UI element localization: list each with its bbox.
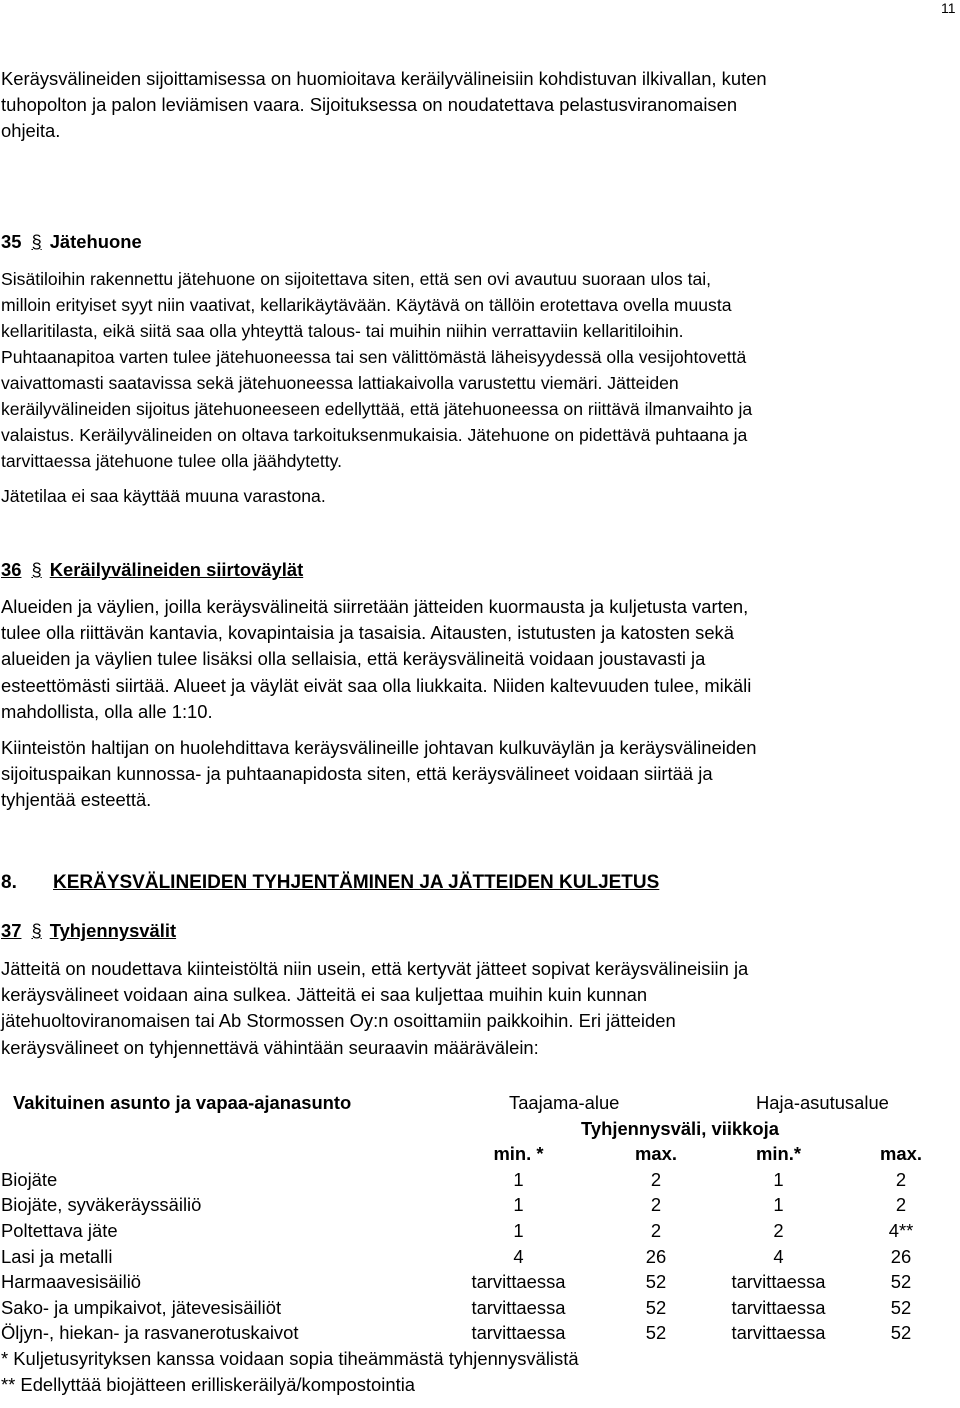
table-cell: tarvittaessa [731, 1271, 826, 1293]
table-cell: 2 [650, 1219, 662, 1241]
table-cell: tarvittaessa [471, 1296, 566, 1318]
table-cell: 2 [895, 1168, 907, 1190]
table-cell: 4** [888, 1219, 914, 1241]
table-cell: 2 [895, 1194, 907, 1216]
text-line: Puhtaanapitoa varten tulee jätehuoneessa tai sen välittömästä läheisyydessä olla vesijohtovettä [1, 347, 747, 367]
table-row [1, 1297, 959, 1323]
text-line: tyhjentää esteettä. [1, 789, 152, 811]
row-label: Lasi ja metalli [1, 1245, 113, 1267]
table-cell: 52 [890, 1296, 912, 1318]
table-cell: 52 [890, 1322, 912, 1344]
text-line: valaistus. Keräilyvälineiden on oltava tarkoituksenmukaisia. Jätehuone on pidettävä puhtaana ja [1, 425, 748, 445]
group-header-rural: Haja-asutusalue [756, 1092, 889, 1113]
text-line: alueiden ja väylien tulee lisäksi olla sellaisia, että keräysvälineitä voidaan joustavasti ja [1, 648, 706, 670]
table-row [1, 1271, 959, 1297]
column-header: min.* [756, 1143, 801, 1165]
section-sign: § [31, 231, 42, 252]
table-row [1, 1169, 959, 1195]
section-36-heading [1, 557, 303, 583]
text-line: Keräysvälineiden sijoittamisessa on huomioitava keräilyvälineisiin kohdistuvan ilkivallan, kuten [1, 68, 767, 89]
text-line: kellaritilasta, eikä siitä saa olla yhteyttä talous- tai muihin niihin verrattaviin kellaritiloihin. [1, 321, 684, 341]
emptying-interval-table [1, 1092, 959, 1399]
section-35-heading [1, 229, 142, 255]
text-line: esteettömästi siirtää. Alueet ja väylät eivät saa olla liukkaita. Niiden kaltevuuden tulee, mikäli [1, 674, 752, 696]
table-cell: 1 [513, 1168, 524, 1190]
column-header: max. [635, 1143, 677, 1165]
section-number: 35 [1, 231, 22, 252]
section-37-body [1, 956, 959, 1061]
text-line: milloin erityiset syyt niin vaativat, kellarikäytävään. Käytävä on tällöin erotettava ovella muusta [1, 295, 732, 315]
table-row [1, 1194, 959, 1220]
table-cell: 52 [645, 1271, 667, 1293]
page-number: 11 [941, 0, 956, 16]
section-title: Tyhjennysvälit [49, 920, 177, 941]
section-title: Jätehuone [49, 231, 142, 252]
section-sign: § [31, 920, 42, 941]
group-header-urban: Taajama-alue [509, 1092, 620, 1113]
text-line: tarvittaessa jätehuone tulee olla jäähdytetty. [1, 451, 343, 471]
table-cell: 52 [890, 1271, 912, 1293]
row-label: Biojäte, syväkeräyssäiliö [1, 1194, 202, 1216]
table-cell: tarvittaessa [471, 1271, 566, 1293]
text-line: Alueiden ja väylien, joilla keräysvälineitä siirretään jätteiden kuormausta ja kuljetusta varten, [1, 596, 749, 617]
text-line: vaivattomasti saatavissa sekä jätehuoneessa lattiakaivolla varustettu viemäri. Jätteiden [1, 373, 679, 393]
row-label: Harmaavesisäiliö [1, 1271, 142, 1293]
text-line: Sisätiloihin rakennettu jätehuone on sijoitettava siten, että sen ovi avautuu suoraan ulos tai, [1, 269, 712, 289]
table-cell: 52 [645, 1322, 667, 1344]
row-header-label: Vakituinen asunto ja vapaa-ajanasunto [13, 1092, 352, 1113]
table-header-row [1, 1092, 959, 1118]
table-row [1, 1246, 959, 1272]
table-row [1, 1322, 959, 1348]
chapter-title: KERÄYSVÄLINEIDEN TYHJENTÄMINEN JA JÄTTEIDEN KULJETUS [53, 872, 660, 893]
table-column-header-row [1, 1143, 959, 1169]
section-36-paragraph-1 [1, 594, 959, 725]
section-35-note: Jätetilaa ei saa käyttää muuna varastona. [1, 486, 326, 506]
span-header: Tyhjennysväli, viikkoja [581, 1117, 779, 1139]
text-line: sijoituspaikan kunnossa- ja puhtaanapidosta siten, että keräysvälineet voidaan siirtää ja [1, 763, 713, 785]
section-number: 37 [1, 920, 22, 941]
text-line: mahdollista, olla alle 1:10. [1, 700, 213, 722]
section-title: Keräilyvälineiden siirtoväylät [49, 559, 304, 580]
table-cell: tarvittaessa [731, 1296, 826, 1318]
intro-paragraph [1, 66, 959, 145]
text-line: ohjeita. [1, 120, 61, 142]
column-header: min. * [493, 1143, 544, 1165]
table-cell: 1 [773, 1194, 784, 1216]
section-35-body [1, 266, 959, 474]
text-line: keräilyvälineiden sijoitus jätehuoneeseen edellyttää, että jätehuoneessa on riittävä ilmanvaihto ja [1, 399, 753, 419]
row-label: Biojäte [1, 1168, 58, 1190]
table-cell: 2 [650, 1168, 662, 1190]
column-header: max. [880, 1143, 922, 1165]
section-36-paragraph-2 [1, 735, 959, 814]
text-line: keräysvälineet on tyhjennettävä vähintään seuraavin määrävälein: [1, 1036, 539, 1058]
text-line: tulee olla riittävän kantavia, kovapintaisia ja tasaisia. Aitausten, istutusten ja katosten sekä [1, 622, 734, 644]
table-cell: tarvittaessa [731, 1322, 826, 1344]
table-cell: 4 [773, 1245, 784, 1267]
section-sign: § [31, 559, 42, 580]
table-span-header-row [1, 1118, 959, 1144]
table-cell: 1 [773, 1168, 784, 1190]
row-label: Poltettava jäte [1, 1219, 118, 1241]
text-line: jätehuoltoviranomaisen tai Ab Stormossen Oy:n osoittamiin paikkoihin. Eri jätteiden [1, 1010, 676, 1032]
text-line: tuhopolton ja palon leviämisen vaara. Sijoituksessa on noudatettava pelastusviranomaisen [1, 94, 738, 116]
table-row [1, 1220, 959, 1246]
text-line: keräysvälineet voidaan aina sulkea. Jätteitä ei saa kuljettaa muihin kuin kunnan [1, 984, 648, 1006]
row-label: Öljyn-, hiekan- ja rasvanerotuskaivot [1, 1322, 299, 1344]
table-cell: 26 [645, 1245, 667, 1267]
table-cell: 2 [650, 1194, 662, 1216]
chapter-number: 8. [1, 872, 17, 893]
section-37-heading [1, 918, 176, 944]
table-cell: 26 [890, 1245, 912, 1267]
chapter-8-heading [1, 872, 659, 894]
table-cell: 4 [513, 1245, 524, 1267]
table-body [1, 1169, 959, 1348]
text-line: Jätteitä on noudettava kiinteistöltä niin usein, että kertyvät jätteet sopivat keräysvälineisiin ja [1, 958, 749, 979]
table-footnote: ** Edellyttää biojätteen erilliskeräilyä/kompostointia [1, 1373, 416, 1395]
table-cell: 1 [513, 1219, 524, 1241]
table-footnote: * Kuljetusyrityksen kanssa voidaan sopia tiheämmästä tyhjennysvälistä [1, 1347, 579, 1369]
row-label: Sako- ja umpikaivot, jätevesisäiliöt [1, 1296, 282, 1318]
table-cell: 1 [513, 1194, 524, 1216]
section-number: 36 [1, 559, 22, 580]
table-cell: 2 [773, 1219, 784, 1241]
text-line: Kiinteistön haltijan on huolehdittava keräysvälineille johtavan kulkuväylän ja keräysvälineiden [1, 737, 757, 758]
table-cell: tarvittaessa [471, 1322, 566, 1344]
table-cell: 52 [645, 1296, 667, 1318]
